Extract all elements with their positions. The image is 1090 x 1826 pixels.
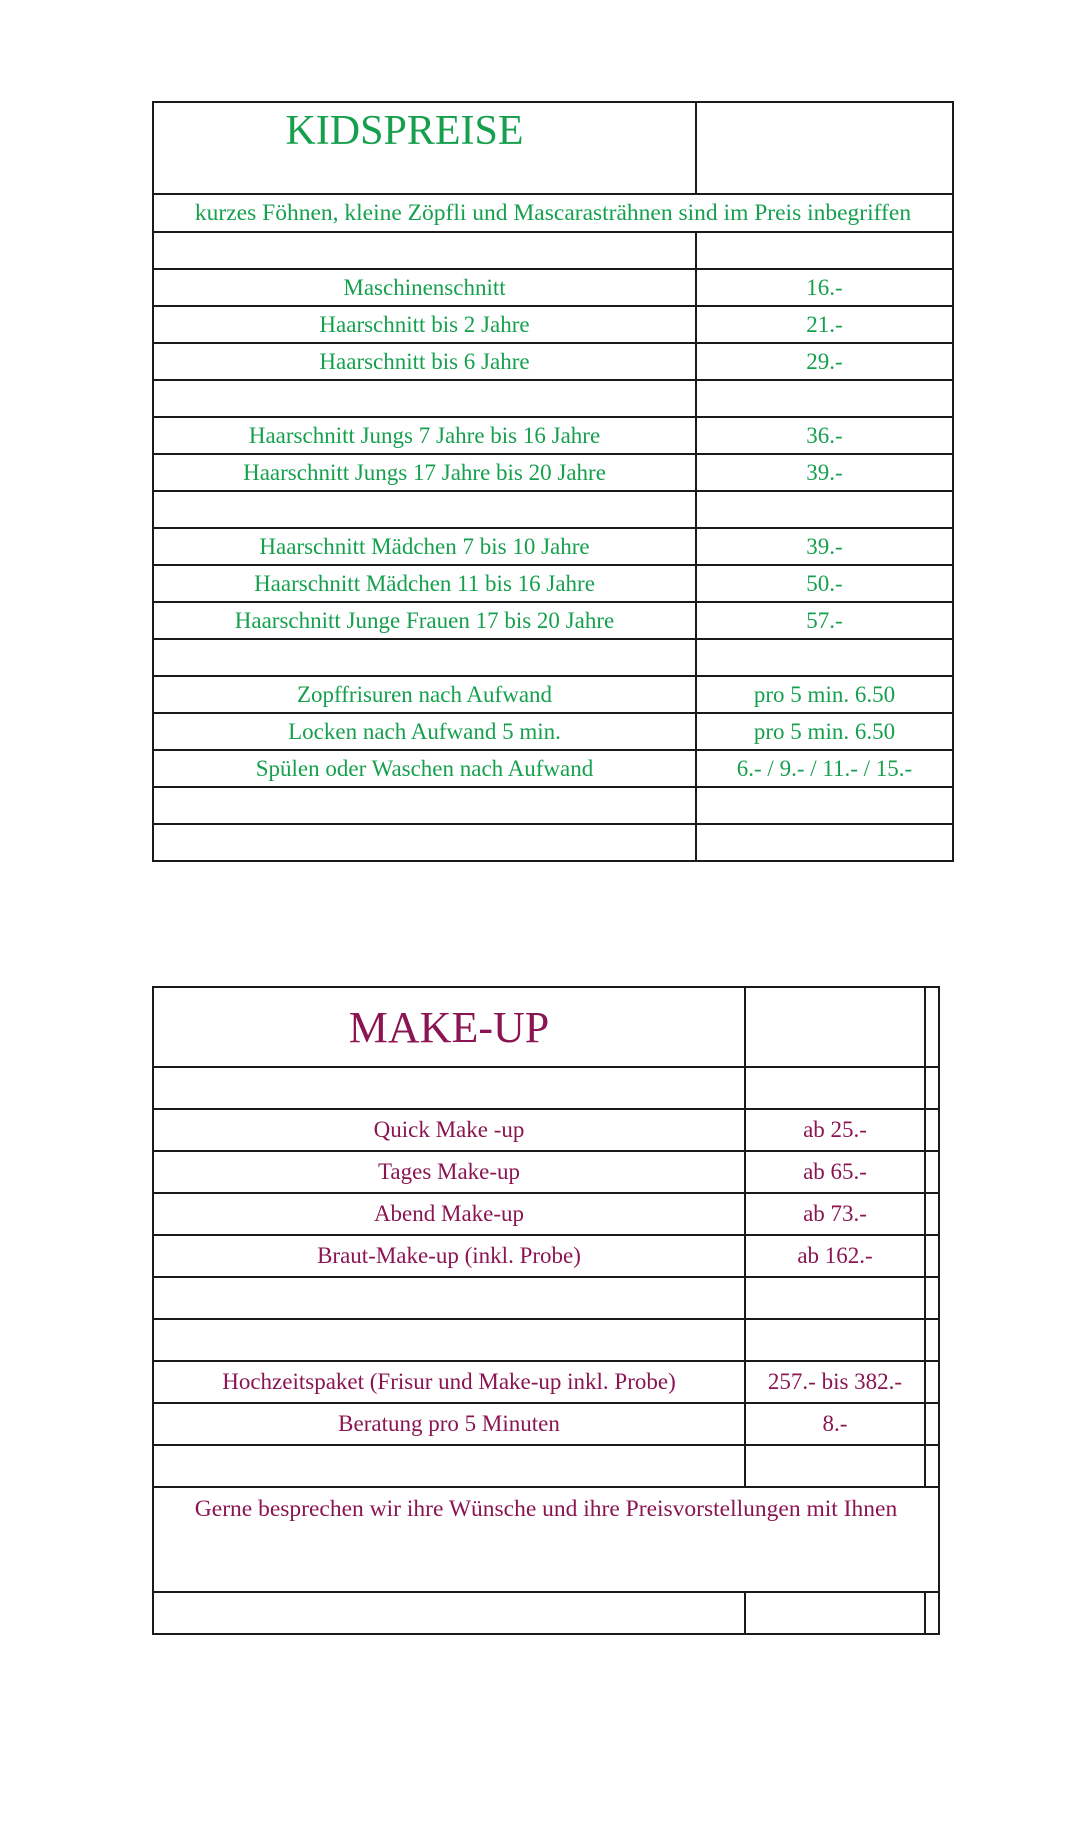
makeup-service-price [745,1319,925,1361]
makeup-service-price: ab 25.- [745,1109,925,1151]
makeup-row [153,1361,939,1403]
kids-row [153,750,953,787]
kids-service-price [696,491,953,528]
kids-row [153,306,953,343]
kids-service-label [153,380,696,417]
makeup-edge-cell [925,1193,939,1235]
kids-service-price: 6.- / 9.- / 11.- / 15.- [696,750,953,787]
kids-row [153,676,953,713]
kids-service-price [696,639,953,676]
kids-row [153,565,953,602]
kids-service-price: pro 5 min. 6.50 [696,713,953,750]
kids-service-label: Maschinenschnitt [153,269,696,306]
makeup-service-label: Braut-Make-up (inkl. Probe) [153,1235,745,1277]
kids-service-price [696,824,953,861]
makeup-row [153,1193,939,1235]
kids-service-label: Spülen oder Waschen nach Aufwand [153,750,696,787]
makeup-service-price: ab 73.- [745,1193,925,1235]
makeup-edge-cell [925,1109,939,1151]
makeup-service-label: Beratung pro 5 Minuten [153,1403,745,1445]
makeup-edge-cell [925,1361,939,1403]
makeup-footer-blank [745,1592,925,1634]
makeup-service-price [745,1277,925,1319]
makeup-service-price [745,1445,925,1487]
makeup-price-table [152,986,940,1635]
makeup-service-label: Hochzeitspaket (Frisur und Make-up inkl. Probe) [153,1361,745,1403]
makeup-row [153,1403,939,1445]
kids-service-label: Haarschnitt bis 6 Jahre [153,343,696,380]
kids-row [153,454,953,491]
kids-service-label: Haarschnitt bis 2 Jahre [153,306,696,343]
kids-service-price [696,787,953,824]
kids-rows [153,232,953,861]
kids-service-price: pro 5 min. 6.50 [696,676,953,713]
kids-service-label [153,787,696,824]
kids-row [153,232,953,269]
kids-row [153,417,953,454]
makeup-row [153,1151,939,1193]
kids-row [153,491,953,528]
makeup-row [153,1235,939,1277]
makeup-edge-cell [925,1235,939,1277]
kids-service-price: 36.- [696,417,953,454]
kids-row [153,380,953,417]
makeup-service-label [153,1319,745,1361]
kids-row [153,713,953,750]
makeup-edge-cell [925,1445,939,1487]
kids-service-label: Haarschnitt Mädchen 7 bis 10 Jahre [153,528,696,565]
makeup-note: Gerne besprechen wir ihre Wünsche und ihre Preisvorstellungen mit Ihnen [153,1487,939,1592]
makeup-row [153,1319,939,1361]
kids-row [153,269,953,306]
kids-service-price [696,380,953,417]
makeup-edge-cell [925,1277,939,1319]
makeup-service-price [745,1067,925,1109]
kids-note: kurzes Föhnen, kleine Zöpfli und Mascarasträhnen sind im Preis inbegriffen [153,194,953,232]
kids-service-price: 57.- [696,602,953,639]
kids-service-label: Haarschnitt Mädchen 11 bis 16 Jahre [153,565,696,602]
makeup-title-blank [745,987,925,1067]
kids-service-label: Haarschnitt Jungs 17 Jahre bis 20 Jahre [153,454,696,491]
makeup-service-price: 257.- bis 382.- [745,1361,925,1403]
makeup-edge-cell [925,1403,939,1445]
kids-service-price [696,232,953,269]
kids-service-price: 39.- [696,528,953,565]
makeup-service-label: Tages Make-up [153,1151,745,1193]
kids-row [153,528,953,565]
kids-service-label [153,639,696,676]
makeup-service-label: Quick Make -up [153,1109,745,1151]
makeup-service-label: Abend Make-up [153,1193,745,1235]
kids-row [153,343,953,380]
kids-row [153,824,953,861]
makeup-row [153,1277,939,1319]
makeup-service-price: ab 162.- [745,1235,925,1277]
kids-service-label [153,824,696,861]
makeup-row [153,1109,939,1151]
kids-row [153,639,953,676]
kids-service-price: 16.- [696,269,953,306]
kids-service-label: Haarschnitt Jungs 7 Jahre bis 16 Jahre [153,417,696,454]
makeup-rows [153,1067,939,1487]
makeup-edge-cell [925,1319,939,1361]
makeup-service-price: 8.- [745,1403,925,1445]
kids-row [153,787,953,824]
makeup-service-price: ab 65.- [745,1151,925,1193]
kids-row [153,602,953,639]
kids-service-label: Haarschnitt Junge Frauen 17 bis 20 Jahre [153,602,696,639]
kids-service-label: Zopffrisuren nach Aufwand [153,676,696,713]
makeup-edge-cell [925,1592,939,1634]
makeup-service-label [153,1067,745,1109]
kids-service-label [153,232,696,269]
makeup-edge-cell [925,1151,939,1193]
makeup-title: MAKE-UP [153,987,745,1067]
kids-service-price: 50.- [696,565,953,602]
kids-title: KIDSPREISE [153,102,696,194]
makeup-row [153,1445,939,1487]
makeup-service-label [153,1277,745,1319]
makeup-edge-cell [925,987,939,1067]
makeup-edge-cell [925,1067,939,1109]
kids-title-blank [696,102,953,194]
makeup-footer-blank [153,1592,745,1634]
makeup-service-label [153,1445,745,1487]
kids-service-price: 29.- [696,343,953,380]
makeup-row [153,1067,939,1109]
kids-service-label [153,491,696,528]
kids-service-price: 39.- [696,454,953,491]
kids-price-table [152,101,954,862]
kids-service-price: 21.- [696,306,953,343]
kids-service-label: Locken nach Aufwand 5 min. [153,713,696,750]
